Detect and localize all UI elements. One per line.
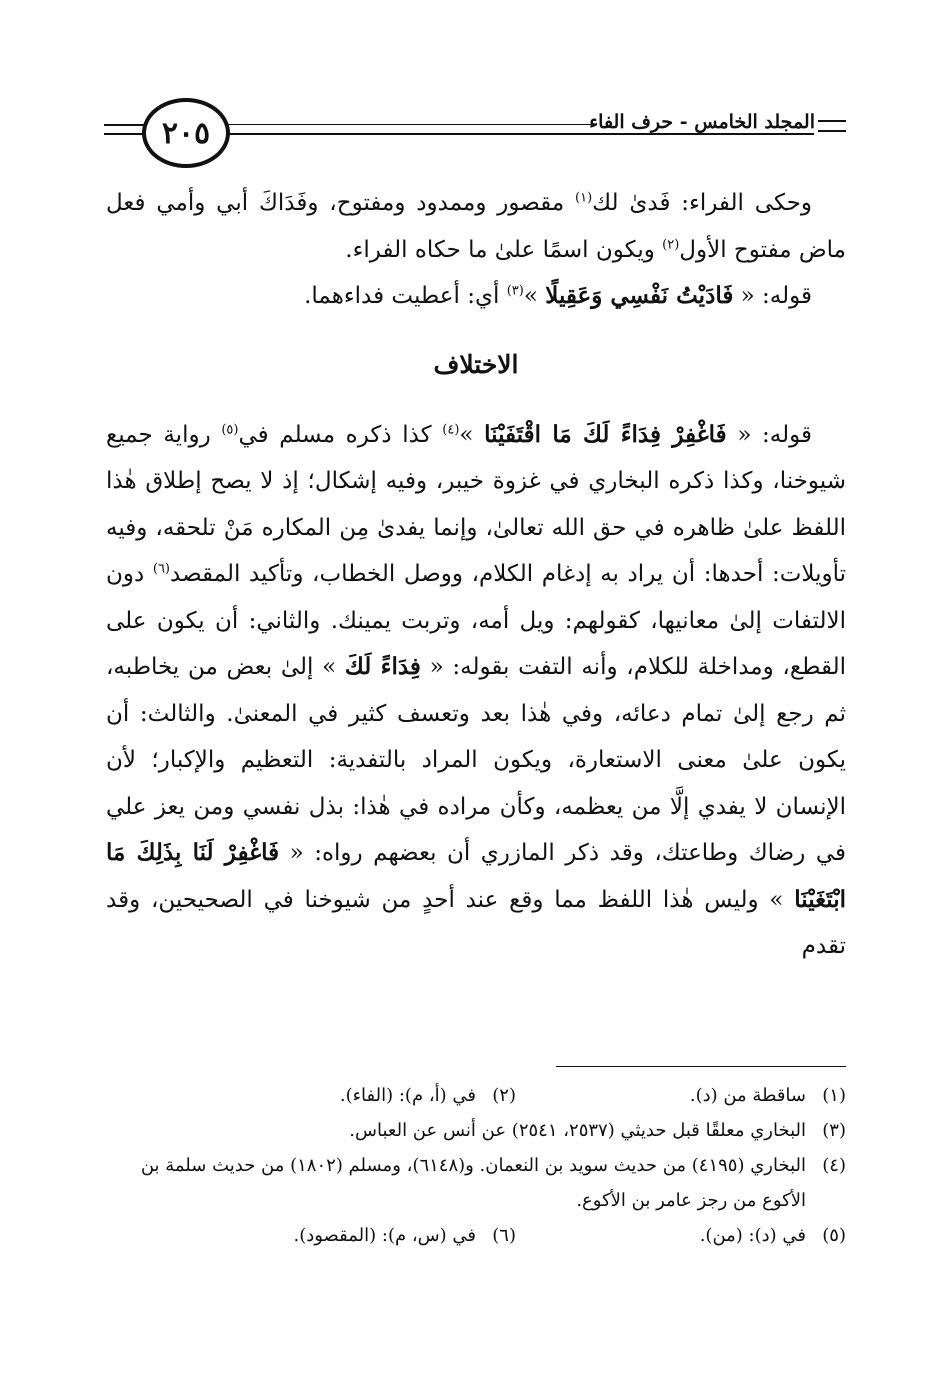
section-heading: الاختلاف xyxy=(433,349,519,379)
footnote-ref-4: (٤) xyxy=(442,421,460,437)
text-run: رواية جميع شيوخنا، وكذا ذكره البخاري في غزوة خيبر، وفيه إشكال؛ إذ لا يصح إطلاق هٰذا اللفظ علىٰ ظاهره في حق الله تعالىٰ، وإنما يفدىٰ مِن المكاره مَنْ تلحقه، وفيه تأويلات: أحدها: أن يراد به إدغام الكلام، ووصل الخطاب، وتأكيد المقصد xyxy=(106,421,846,587)
header-rule-middle-bottom xyxy=(224,133,814,135)
text-run: مقصور وممدود ومفتوح، وفَدَاكَ أبي وأمي فعل ماض مفتوح الأول xyxy=(106,190,846,263)
footnote-number: (٣) xyxy=(822,1120,846,1141)
header-rule-middle-top xyxy=(224,124,594,125)
footnote-number: (٥) xyxy=(822,1225,846,1246)
footnote-2 xyxy=(186,1078,516,1113)
text-run: قوله: « xyxy=(726,421,812,448)
text-run: » xyxy=(523,283,546,309)
footnote-row xyxy=(106,1218,846,1253)
footnote-5 xyxy=(516,1218,846,1253)
footnote-4 xyxy=(106,1148,846,1218)
text-run: كذا ذكره مسلم في xyxy=(238,421,443,448)
text-run: ويكون اسمًا علىٰ ما حكاه الفراء. xyxy=(345,236,663,263)
paragraph-2 xyxy=(106,273,846,320)
hadith-quote: فِدَاءً لَكَ xyxy=(344,653,421,680)
footnote-ref-3: (٣) xyxy=(506,283,524,299)
footnote-ref-2: (٢) xyxy=(662,236,680,252)
text-run: » وليس هٰذا اللفظ مما وقع عند أحدٍ من شيوخنا في الصحيحين، وقد تقدم xyxy=(106,886,846,959)
footnote-6 xyxy=(186,1218,516,1253)
footnote-3 xyxy=(106,1113,846,1148)
footnote-number: (٤) xyxy=(822,1155,846,1176)
footnote-number: (٦) xyxy=(492,1225,516,1246)
footnote-1 xyxy=(516,1078,846,1113)
page-number: ٢٠٥ xyxy=(142,98,230,168)
footnote-separator xyxy=(556,1066,846,1067)
footnote-text: في (أ، م): (الفاء). xyxy=(339,1085,476,1106)
footnote-number: (٢) xyxy=(492,1085,516,1106)
text-run: » xyxy=(459,421,485,448)
hadith-quote: فَاغْفِرْ فِدَاءً لَكَ مَا اقْتَفَيْنَا xyxy=(484,420,727,448)
paragraph-3 xyxy=(106,412,846,970)
hadith-quote: فَاغْفِرْ لَنَا بِذَلِكَ مَا ابْتَغَيْنَا xyxy=(106,839,846,913)
footnote-ref-1: (١) xyxy=(575,190,593,206)
footnote-text: في (د): (من). xyxy=(699,1225,806,1246)
header-rule-right-top xyxy=(818,120,846,122)
text-run: أي: أعطيت فداءهما. xyxy=(304,283,507,309)
text-run: وحكى الفراء: فَدىٰ لك xyxy=(592,190,812,216)
footnotes xyxy=(106,1078,846,1253)
footnote-ref-6: (٦) xyxy=(152,561,170,577)
footnote-number: (١) xyxy=(822,1085,846,1106)
text-run: » إلىٰ بعض من يخاطبه، ثم رجع إلىٰ تمام دعائه، وفي هٰذا بعد وتعسف كثير في المعنىٰ. والثالث: أن يكون علىٰ معنى الاستعارة، ويكون المراد بالتفدية: التعظيم والإكبار؛ لأن الإنسان لا يفدي إلَّا من يعظمه، وكأن مراده في هٰذا: بذل نفسي ومن يعز علي في رضاك وطاعتك، وقد ذكر المازري أن بعضهم رواه: « xyxy=(106,654,846,866)
footnote-ref-5: (٥) xyxy=(221,421,239,437)
footnote-text: البخاري معلقًا قبل حديثي (٢٥٣٧، ٢٥٤١) عن أنس عن العباس. xyxy=(349,1120,806,1141)
text-run: قوله: « xyxy=(733,283,812,309)
header-rule-left-top xyxy=(104,124,148,126)
header-rule-right-bottom xyxy=(818,130,846,132)
footnote-row xyxy=(106,1078,846,1113)
footnote-text: البخاري (٤١٩٥) من حديث سويد بن النعمان. و(٦١٤٨)، ومسلم (١٨٠٢) من حديث سلمة بن الأكوع من رجز عامر بن الأكوع. xyxy=(140,1155,806,1211)
hadith-quote: فَادَيْتُ نَفْسِي وَعَقِيلًا xyxy=(545,282,734,309)
footnote-text: في (س، م): (المقصود). xyxy=(293,1225,476,1246)
paragraph-1 xyxy=(106,180,846,273)
text-run: دون الالتفات إلىٰ معانيها، كقولهم: ويل أمه، وتربت يمينك. والثاني: أن يكون على القطع، ومداخلة للكلام، وأنه التفت بقوله: « xyxy=(106,561,846,680)
footnote-text: ساقطة من (د). xyxy=(689,1085,806,1106)
running-head: المجلد الخامس - حرف الفاء xyxy=(589,111,815,133)
main-text xyxy=(106,180,846,970)
